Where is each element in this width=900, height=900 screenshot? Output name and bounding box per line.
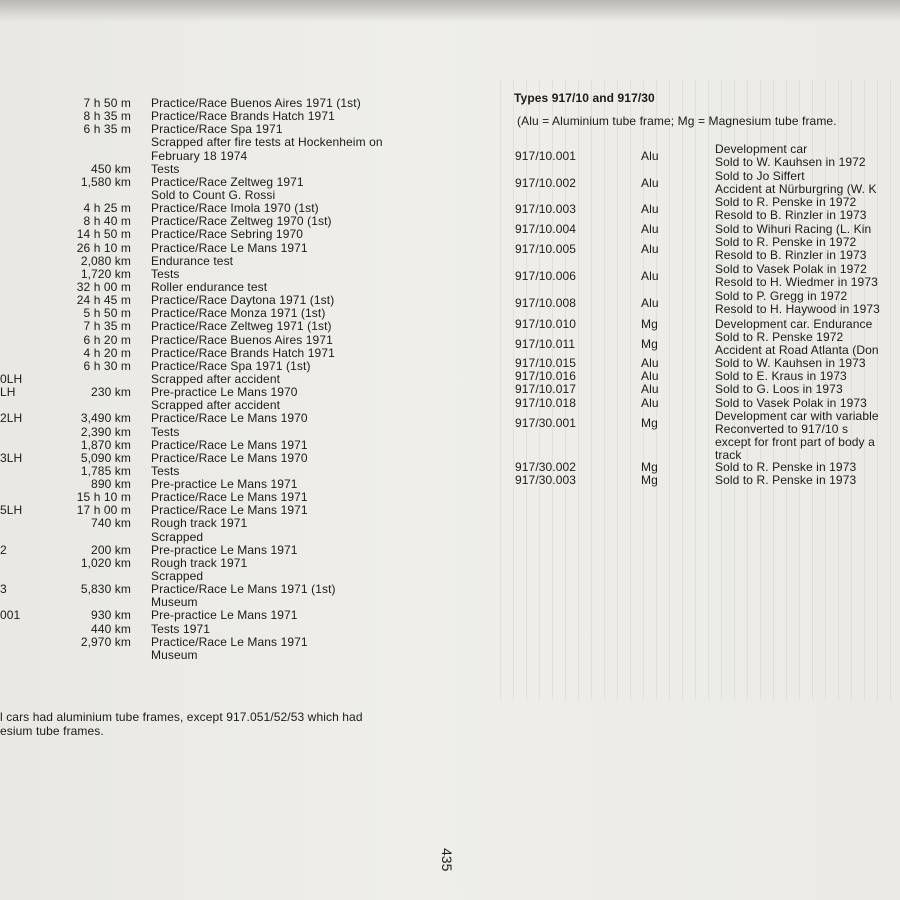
footnote-line-1: l cars had aluminium tube frames, except 917.051/52/53 which had [0, 710, 363, 724]
time-distance: 440 km [91, 621, 131, 636]
time-distance: 7 h 50 m [83, 96, 131, 110]
time-distance: 32 h 00 m [76, 279, 131, 294]
frame-legend: (Alu = Aluminium tube frame; Mg = Magnesium tube frame. [517, 114, 837, 128]
time-distance: 8 h 35 m [83, 109, 131, 124]
event-text: Practice/Race Zeltweg 1970 (1st) [151, 214, 332, 229]
event-text: Rough track 1971 [151, 555, 248, 570]
chassis-number: 917/10.002 [515, 175, 577, 190]
time-distance: 4 h 20 m [83, 345, 131, 360]
chassis-number: 917/10.017 [515, 382, 577, 396]
history-text: Sold to R. Penske in 1972 [715, 235, 857, 249]
event-text: Practice/Race Daytona 1971 (1st) [151, 293, 335, 308]
frame-material: Alu [641, 268, 659, 283]
history-text: Sold to R. Penske in 1973 [715, 460, 857, 474]
event-text: Practice/Race Brands Hatch 1971 [151, 109, 335, 124]
event-text: Practice/Race Le Mans 1971 (1st) [151, 582, 336, 597]
history-text: track [715, 448, 742, 463]
event-text: Tests [151, 463, 180, 478]
history-text: Sold to Vasek Polak in 1972 [715, 262, 867, 276]
event-text: Roller endurance test [151, 279, 268, 294]
event-text: Tests [151, 424, 180, 439]
frame-material: Alu [641, 222, 659, 236]
page-number: 435 [439, 848, 455, 872]
history-text: Sold to Jo Siffert [715, 169, 805, 183]
history-text: Development car. Endurance [715, 317, 873, 331]
event-text: Practice/Race Le Mans 1971 [151, 437, 308, 452]
chassis-number: 917/30.003 [515, 473, 577, 487]
time-distance: 5,830 km [80, 582, 131, 597]
car-id: LH [0, 385, 16, 400]
history-text: Reconverted to 917/10 s [715, 422, 849, 437]
time-distance: 2,080 km [80, 253, 131, 268]
history-text: Sold to E. Kraus in 1973 [715, 369, 847, 383]
frame-material: Mg [641, 460, 658, 474]
event-text: Scrapped after accident [151, 398, 281, 413]
event-text: Museum [151, 647, 198, 662]
time-distance: 6 h 20 m [83, 332, 131, 347]
car-id: 2LH [0, 411, 23, 426]
chassis-number: 917/10.005 [515, 241, 577, 256]
time-distance: 5,090 km [80, 450, 131, 465]
time-distance: 3,490 km [80, 411, 131, 426]
event-text: Practice/Race Zeltweg 1971 [151, 174, 304, 189]
event-text: Endurance test [151, 253, 234, 268]
event-text: Scrapped [151, 529, 204, 544]
event-text: Practice/Race Le Mans 1971 [151, 634, 308, 649]
event-text: Practice/Race Le Mans 1970 [151, 411, 308, 426]
time-distance: 1,720 km [80, 266, 131, 281]
time-distance: 6 h 35 m [83, 122, 131, 137]
history-text: Sold to Wihuri Racing (L. Kin [715, 222, 872, 236]
time-distance: 1,020 km [80, 555, 131, 570]
history-text: Accident at Road Atlanta (Don [715, 343, 879, 358]
section-heading: Types 917/10 and 917/30 [514, 91, 655, 105]
car-id: 5LH [0, 503, 23, 518]
frame-material: Alu [641, 241, 659, 256]
time-distance: 2,970 km [80, 634, 131, 649]
time-distance: 230 km [91, 385, 131, 400]
event-text: Practice/Race Le Mans 1971 [151, 490, 308, 505]
event-text: February 18 1974 [151, 148, 248, 163]
frame-material: Mg [641, 473, 658, 487]
time-distance: 8 h 40 m [83, 214, 131, 229]
car-id: 001 [0, 608, 21, 623]
chassis-number: 917/10.003 [515, 201, 577, 216]
event-text: Practice/Race Spa 1971 [151, 122, 283, 137]
footnote-line-2: esium tube frames. [0, 724, 104, 738]
chassis-number: 917/10.016 [515, 369, 577, 383]
time-distance: 15 h 10 m [76, 490, 131, 505]
event-text: Pre-practice Le Mans 1971 [151, 542, 298, 557]
event-text: Practice/Race Le Mans 1971 [151, 503, 308, 518]
chassis-number: 917/30.001 [515, 415, 577, 430]
frame-material: Alu [641, 396, 659, 410]
event-text: Pre-practice Le Mans 1970 [151, 385, 298, 400]
history-text: Resold to H. Wiedmer in 1973 [715, 275, 878, 290]
event-text: Practice/Race Zeltweg 1971 (1st) [151, 319, 332, 334]
event-text: Practice/Race Le Mans 1971 [151, 240, 308, 255]
history-text: Development car [715, 142, 808, 156]
car-id: 2 [0, 542, 7, 557]
event-text: Pre-practice Le Mans 1971 [151, 477, 298, 492]
event-text: Tests 1971 [151, 621, 211, 636]
car-id: 3 [0, 582, 7, 597]
event-text: Museum [151, 595, 198, 610]
time-distance: 7 h 35 m [83, 319, 131, 334]
frame-material: Alu [641, 382, 659, 396]
chassis-number: 917/10.001 [515, 148, 577, 163]
chassis-number: 917/10.008 [515, 295, 577, 310]
history-text: except for front part of body a [715, 435, 875, 450]
time-distance: 890 km [91, 477, 131, 492]
time-distance: 450 km [91, 161, 131, 176]
event-text: Practice/Race Monza 1971 (1st) [151, 306, 326, 321]
time-distance: 4 h 25 m [83, 201, 131, 216]
event-text: Rough track 1971 [151, 516, 248, 531]
history-text: Sold to R. Penske in 1973 [715, 473, 857, 487]
event-text: Practice/Race Sebring 1970 [151, 227, 304, 242]
time-distance: 26 h 10 m [76, 240, 131, 255]
chassis-number: 917/10.004 [515, 222, 577, 236]
frame-material: Alu [641, 201, 659, 216]
event-text: Practice/Race Le Mans 1970 [151, 450, 308, 465]
chassis-number: 917/10.018 [515, 396, 577, 410]
time-distance: 2,390 km [80, 424, 131, 439]
frame-material: Mg [641, 336, 658, 351]
frame-material: Alu [641, 369, 659, 383]
chassis-number: 917/30.002 [515, 460, 577, 474]
event-text: Practice/Race Spa 1971 (1st) [151, 358, 311, 373]
car-id: 0LH [0, 371, 23, 386]
history-text: Sold to W. Kauhsen in 1972 [715, 155, 866, 170]
frame-material: Alu [641, 175, 659, 190]
event-text: Sold to Count G. Rossi [151, 187, 276, 202]
frame-material: Alu [641, 148, 659, 163]
time-distance: 1,870 km [80, 437, 131, 452]
time-distance: 14 h 50 m [76, 227, 131, 242]
frame-material: Mg [641, 317, 658, 331]
history-text: Sold to R. Penske in 1972 [715, 195, 857, 209]
event-text: Scrapped [151, 569, 204, 584]
time-distance: 930 km [91, 608, 131, 623]
time-distance: 6 h 30 m [83, 358, 131, 373]
event-text: Practice/Race Imola 1970 (1st) [151, 201, 319, 216]
time-distance: 740 km [91, 516, 131, 531]
time-distance: 200 km [91, 542, 131, 557]
event-text: Pre-practice Le Mans 1971 [151, 608, 298, 623]
chassis-number: 917/10.010 [515, 317, 577, 331]
event-text: Practice/Race Buenos Aires 1971 [151, 332, 333, 347]
event-text: Tests [151, 266, 180, 281]
history-text: Sold to R. Penske 1972 [715, 330, 844, 344]
history-text: Development car with variable [715, 409, 879, 423]
history-text: Sold to P. Gregg in 1972 [715, 289, 848, 303]
history-text: Resold to B. Rinzler in 1973 [715, 248, 867, 263]
event-text: Scrapped after fire tests at Hockenheim on [151, 135, 383, 150]
history-text: Sold to Vasek Polak in 1973 [715, 396, 867, 410]
history-text: Resold to H. Haywood in 1973 [715, 302, 880, 317]
car-id: 3LH [0, 450, 23, 465]
time-distance: 5 h 50 m [83, 306, 131, 321]
chassis-number: 917/10.015 [515, 356, 577, 370]
chassis-number: 917/10.006 [515, 268, 577, 283]
time-distance: 24 h 45 m [76, 293, 131, 308]
page-top-shadow [0, 0, 900, 22]
event-text: Tests [151, 161, 180, 176]
time-distance: 17 h 00 m [76, 503, 131, 518]
history-text: Resold to B. Rinzler in 1973 [715, 208, 867, 223]
history-text: Sold to G. Loos in 1973 [715, 382, 843, 396]
event-text: Practice/Race Brands Hatch 1971 [151, 345, 335, 360]
history-text: Sold to W. Kauhsen in 1973 [715, 356, 866, 370]
history-text: Accident at Nürburgring (W. K [715, 182, 877, 197]
frame-material: Alu [641, 295, 659, 310]
time-distance: 1,580 km [80, 174, 131, 189]
time-distance: 1,785 km [80, 463, 131, 478]
chassis-number: 917/10.011 [515, 336, 576, 351]
frame-material: Alu [641, 356, 659, 370]
event-text: Practice/Race Buenos Aires 1971 (1st) [151, 96, 361, 110]
event-text: Scrapped after accident [151, 371, 281, 386]
frame-material: Mg [641, 415, 658, 430]
